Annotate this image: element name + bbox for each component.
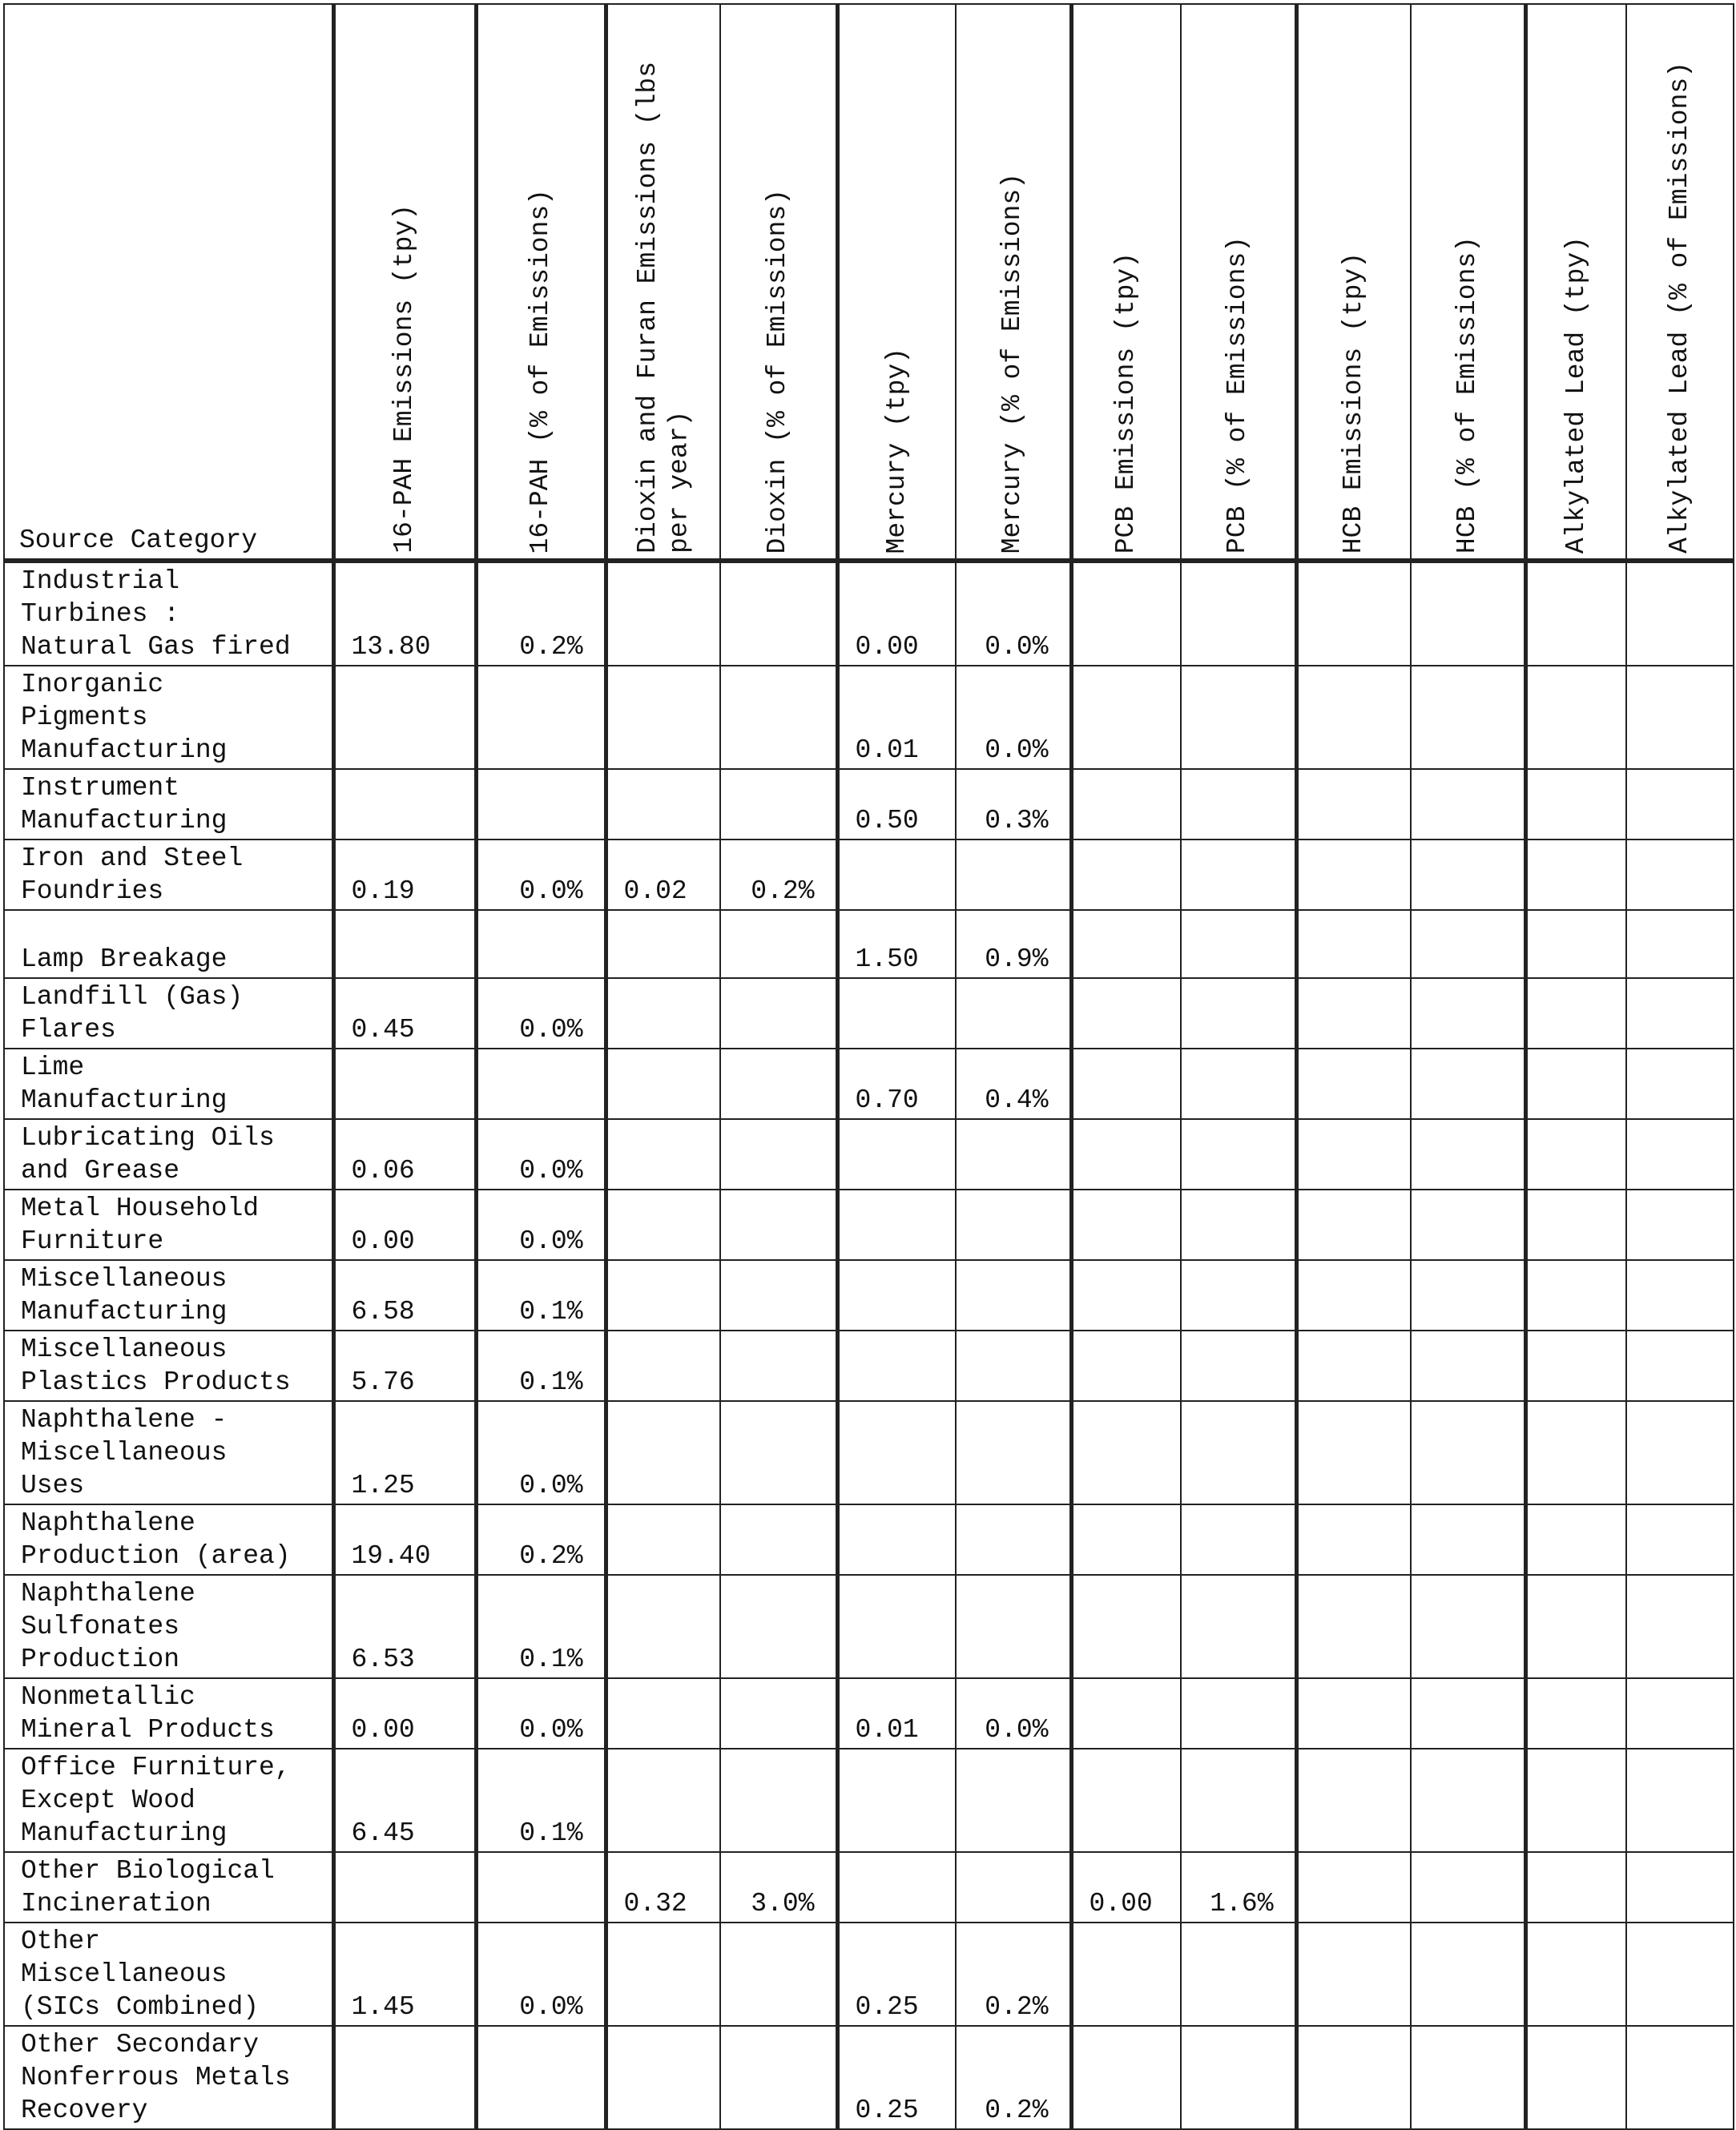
percent-cell	[1181, 1049, 1296, 1119]
value-cell	[837, 1749, 956, 1852]
source-category-cell: Miscellaneous Manufacturing	[4, 1260, 333, 1331]
value-cell	[1296, 1119, 1411, 1190]
value-cell	[1071, 910, 1181, 978]
value-cell	[1525, 1119, 1626, 1190]
value-cell	[1296, 1331, 1411, 1401]
value-cell	[837, 1575, 956, 1678]
percent-cell: 0.9%	[956, 910, 1071, 978]
value-cell	[1071, 666, 1181, 769]
percent-cell	[1181, 2026, 1296, 2129]
percent-cell	[720, 1401, 837, 1504]
value-cell	[333, 666, 476, 769]
percent-cell	[720, 910, 837, 978]
percent-cell: 0.0%	[476, 1190, 606, 1260]
percent-cell	[1411, 1331, 1525, 1401]
source-category-cell: Nonmetallic Mineral Products	[4, 1678, 333, 1749]
percent-cell	[476, 666, 606, 769]
value-cell	[1525, 769, 1626, 840]
value-cell	[1296, 1678, 1411, 1749]
value-cell	[333, 2026, 476, 2129]
value-cell	[1296, 1852, 1411, 1923]
value-cell	[333, 910, 476, 978]
percent-cell	[956, 1504, 1071, 1575]
column-header-label: Mercury (% of Emissions)	[997, 172, 1028, 554]
percent-cell	[1411, 978, 1525, 1049]
percent-cell	[476, 910, 606, 978]
percent-cell	[956, 1575, 1071, 1678]
percent-cell	[720, 666, 837, 769]
value-cell	[1071, 978, 1181, 1049]
value-cell	[837, 1119, 956, 1190]
percent-cell: 0.0%	[476, 1678, 606, 1749]
percent-cell: 3.0%	[720, 1852, 837, 1923]
column-header-label: Dioxin and Furan Emissions (lbs per year)	[632, 62, 695, 554]
percent-cell	[1626, 1260, 1734, 1331]
percent-cell	[1181, 1504, 1296, 1575]
percent-cell	[956, 1190, 1071, 1260]
percent-cell	[1181, 1575, 1296, 1678]
percent-cell	[1626, 910, 1734, 978]
value-cell	[1525, 1049, 1626, 1119]
percent-cell	[1626, 1331, 1734, 1401]
value-cell	[1525, 1260, 1626, 1331]
percent-cell	[1181, 1190, 1296, 1260]
value-cell: 0.01	[837, 666, 956, 769]
percent-cell	[1411, 1049, 1525, 1119]
percent-cell: 0.0%	[476, 1401, 606, 1504]
column-header-label: PCB Emissions (tpy)	[1111, 252, 1142, 554]
table-row	[4, 1749, 1734, 1852]
source-category-cell: Naphthalene Production (area)	[4, 1504, 333, 1575]
percent-cell	[1411, 910, 1525, 978]
value-cell: 0.50	[837, 769, 956, 840]
value-cell: 1.50	[837, 910, 956, 978]
table-row	[4, 1678, 1734, 1749]
value-cell	[1296, 978, 1411, 1049]
value-cell: 6.45	[333, 1749, 476, 1852]
value-cell	[606, 1504, 720, 1575]
table-row	[4, 1190, 1734, 1260]
percent-cell: 0.0%	[476, 1923, 606, 2026]
percent-cell	[720, 2026, 837, 2129]
table-body	[4, 561, 1734, 2129]
percent-cell	[956, 1260, 1071, 1331]
column-header-label: 16-PAH (% of Emissions)	[526, 188, 556, 554]
value-cell	[837, 1260, 956, 1331]
percent-cell	[1626, 1504, 1734, 1575]
percent-cell	[476, 1049, 606, 1119]
percent-cell	[1411, 1401, 1525, 1504]
percent-cell	[1411, 666, 1525, 769]
percent-cell: 0.1%	[476, 1749, 606, 1852]
percent-cell	[1626, 1923, 1734, 2026]
value-cell	[333, 1852, 476, 1923]
percent-cell	[476, 2026, 606, 2129]
percent-cell	[720, 561, 837, 666]
value-cell: 0.32	[606, 1852, 720, 1923]
table-row	[4, 1923, 1734, 2026]
column-header	[333, 4, 476, 561]
value-cell	[1071, 1923, 1181, 2026]
percent-cell	[1411, 1923, 1525, 2026]
value-cell	[1071, 840, 1181, 910]
value-cell	[837, 840, 956, 910]
value-cell: 0.06	[333, 1119, 476, 1190]
value-cell	[606, 561, 720, 666]
percent-cell	[720, 1923, 837, 2026]
value-cell: 19.40	[333, 1504, 476, 1575]
percent-cell	[720, 978, 837, 1049]
value-cell	[837, 1401, 956, 1504]
percent-cell	[1411, 1678, 1525, 1749]
source-category-cell: Metal Household Furniture	[4, 1190, 333, 1260]
value-cell	[606, 1119, 720, 1190]
percent-cell	[1626, 840, 1734, 910]
value-cell	[1296, 910, 1411, 978]
percent-cell	[1181, 840, 1296, 910]
percent-cell: 0.1%	[476, 1575, 606, 1678]
value-cell	[1071, 1749, 1181, 1852]
percent-cell	[956, 1331, 1071, 1401]
value-cell	[1071, 1575, 1181, 1678]
value-cell	[606, 1678, 720, 1749]
percent-cell	[1626, 1852, 1734, 1923]
percent-cell	[720, 769, 837, 840]
source-category-cell: Office Furniture, Except Wood Manufacturing	[4, 1749, 333, 1852]
value-cell	[1525, 1575, 1626, 1678]
value-cell	[1525, 1852, 1626, 1923]
source-category-cell: Miscellaneous Plastics Products	[4, 1331, 333, 1401]
table-row	[4, 1401, 1734, 1504]
value-cell: 0.19	[333, 840, 476, 910]
value-cell	[1071, 1504, 1181, 1575]
column-header-label: Alkylated Lead (% of Emissions)	[1665, 62, 1695, 554]
value-cell	[1296, 666, 1411, 769]
percent-cell: 0.4%	[956, 1049, 1071, 1119]
percent-cell: 1.6%	[1181, 1852, 1296, 1923]
value-cell: 5.76	[333, 1331, 476, 1401]
percent-cell: 0.0%	[476, 1119, 606, 1190]
value-cell: 0.01	[837, 1678, 956, 1749]
column-header-label: PCB (% of Emissions)	[1222, 236, 1253, 554]
emissions-table	[3, 3, 1734, 2130]
column-header	[606, 4, 720, 561]
percent-cell	[1181, 1119, 1296, 1190]
value-cell	[1071, 1190, 1181, 1260]
percent-cell: 0.0%	[476, 978, 606, 1049]
percent-cell: 0.1%	[476, 1260, 606, 1331]
value-cell	[606, 978, 720, 1049]
column-header-label: 16-PAH Emissions (tpy)	[389, 204, 420, 554]
percent-cell	[1181, 769, 1296, 840]
percent-cell: 0.1%	[476, 1331, 606, 1401]
value-cell	[606, 2026, 720, 2129]
value-cell: 0.45	[333, 978, 476, 1049]
value-cell: 0.25	[837, 2026, 956, 2129]
value-cell	[1296, 1190, 1411, 1260]
value-cell: 13.80	[333, 561, 476, 666]
value-cell	[1296, 840, 1411, 910]
percent-cell	[1626, 1049, 1734, 1119]
value-cell	[1296, 1575, 1411, 1678]
value-cell	[1525, 1678, 1626, 1749]
percent-cell: 0.2%	[956, 2026, 1071, 2129]
value-cell: 0.00	[333, 1190, 476, 1260]
column-header-label: Alkylated Lead (tpy)	[1561, 236, 1591, 554]
percent-cell	[1181, 1260, 1296, 1331]
value-cell	[1071, 769, 1181, 840]
value-cell	[1525, 561, 1626, 666]
value-cell	[606, 1575, 720, 1678]
column-header	[720, 4, 837, 561]
source-category-cell: Landfill (Gas) Flares	[4, 978, 333, 1049]
value-cell	[837, 978, 956, 1049]
table-row	[4, 840, 1734, 910]
source-category-cell: Lamp Breakage	[4, 910, 333, 978]
percent-cell	[956, 1749, 1071, 1852]
source-category-cell: Industrial Turbines : Natural Gas fired	[4, 561, 333, 666]
table-row	[4, 1504, 1734, 1575]
table-row	[4, 978, 1734, 1049]
value-cell: 1.25	[333, 1401, 476, 1504]
column-header	[1626, 4, 1734, 561]
percent-cell	[1626, 769, 1734, 840]
value-cell: 0.02	[606, 840, 720, 910]
percent-cell: 0.0%	[476, 840, 606, 910]
percent-cell	[1626, 666, 1734, 769]
percent-cell	[1411, 1260, 1525, 1331]
percent-cell: 0.2%	[720, 840, 837, 910]
value-cell	[606, 1923, 720, 2026]
percent-cell	[1411, 840, 1525, 910]
percent-cell: 0.0%	[956, 1678, 1071, 1749]
percent-cell	[1626, 1678, 1734, 1749]
column-header	[1181, 4, 1296, 561]
table-row	[4, 1852, 1734, 1923]
percent-cell	[1626, 561, 1734, 666]
percent-cell	[1626, 1575, 1734, 1678]
percent-cell	[1181, 1923, 1296, 2026]
column-header	[1525, 4, 1626, 561]
percent-cell	[1626, 1401, 1734, 1504]
value-cell	[837, 1852, 956, 1923]
column-header	[476, 4, 606, 561]
value-cell	[606, 910, 720, 978]
value-cell	[1296, 769, 1411, 840]
source-category-cell: Lime Manufacturing	[4, 1049, 333, 1119]
source-category-header: Source Category	[4, 4, 333, 561]
table-row	[4, 1260, 1734, 1331]
percent-cell	[956, 978, 1071, 1049]
column-header	[1296, 4, 1411, 561]
percent-cell	[476, 769, 606, 840]
percent-cell	[720, 1504, 837, 1575]
table-row	[4, 561, 1734, 666]
value-cell	[606, 1049, 720, 1119]
column-header	[1411, 4, 1525, 561]
table-row	[4, 1119, 1734, 1190]
table-row	[4, 666, 1734, 769]
value-cell	[1296, 561, 1411, 666]
source-category-cell: Lubricating Oils and Grease	[4, 1119, 333, 1190]
value-cell	[1525, 910, 1626, 978]
percent-cell	[1626, 1119, 1734, 1190]
value-cell	[1071, 1049, 1181, 1119]
value-cell	[606, 1401, 720, 1504]
column-header-label: Mercury (tpy)	[881, 347, 912, 554]
percent-cell	[956, 1119, 1071, 1190]
value-cell	[1071, 2026, 1181, 2129]
percent-cell	[1411, 769, 1525, 840]
table-row	[4, 1049, 1734, 1119]
percent-cell	[1181, 978, 1296, 1049]
source-category-cell: Naphthalene - Miscellaneous Uses	[4, 1401, 333, 1504]
percent-cell	[1626, 978, 1734, 1049]
source-category-cell: Instrument Manufacturing	[4, 769, 333, 840]
value-cell	[1525, 978, 1626, 1049]
value-cell	[1525, 1401, 1626, 1504]
percent-cell	[476, 1852, 606, 1923]
value-cell	[333, 1049, 476, 1119]
column-header	[837, 4, 956, 561]
percent-cell	[1411, 1852, 1525, 1923]
value-cell: 0.00	[333, 1678, 476, 1749]
percent-cell	[1626, 1190, 1734, 1260]
percent-cell	[720, 1260, 837, 1331]
value-cell	[1296, 1749, 1411, 1852]
value-cell	[606, 1749, 720, 1852]
percent-cell: 0.2%	[476, 1504, 606, 1575]
value-cell	[1071, 1401, 1181, 1504]
percent-cell	[1181, 910, 1296, 978]
value-cell	[837, 1190, 956, 1260]
percent-cell	[956, 840, 1071, 910]
value-cell	[1071, 1260, 1181, 1331]
value-cell	[1525, 1331, 1626, 1401]
value-cell	[1525, 1923, 1626, 2026]
value-cell	[1296, 1923, 1411, 2026]
value-cell: 0.00	[1071, 1852, 1181, 1923]
value-cell	[837, 1331, 956, 1401]
value-cell	[1071, 1678, 1181, 1749]
table-row	[4, 1575, 1734, 1678]
percent-cell	[956, 1401, 1071, 1504]
value-cell	[1525, 840, 1626, 910]
table-row	[4, 1331, 1734, 1401]
value-cell	[1296, 1504, 1411, 1575]
percent-cell	[720, 1190, 837, 1260]
value-cell	[1071, 561, 1181, 666]
percent-cell	[1626, 1749, 1734, 1852]
value-cell	[837, 1504, 956, 1575]
column-header-label: Dioxin (% of Emissions)	[763, 188, 793, 554]
value-cell	[1525, 1190, 1626, 1260]
source-category-cell: Naphthalene Sulfonates Production	[4, 1575, 333, 1678]
percent-cell	[1181, 1678, 1296, 1749]
percent-cell	[720, 1749, 837, 1852]
value-cell	[606, 769, 720, 840]
table-header	[4, 4, 1734, 561]
source-category-cell: Other Miscellaneous (SICs Combined)	[4, 1923, 333, 2026]
value-cell: 1.45	[333, 1923, 476, 2026]
value-cell	[1071, 1331, 1181, 1401]
value-cell: 0.00	[837, 561, 956, 666]
percent-cell: 0.0%	[956, 561, 1071, 666]
value-cell: 0.25	[837, 1923, 956, 2026]
table-row	[4, 2026, 1734, 2129]
percent-cell	[720, 1119, 837, 1190]
percent-cell	[1411, 1190, 1525, 1260]
source-category-cell: Other Secondary Nonferrous Metals Recovery	[4, 2026, 333, 2129]
percent-cell: 0.2%	[956, 1923, 1071, 2026]
column-header-label: HCB Emissions (tpy)	[1339, 252, 1369, 554]
percent-cell	[720, 1331, 837, 1401]
source-category-cell: Inorganic Pigments Manufacturing	[4, 666, 333, 769]
value-cell	[1071, 1119, 1181, 1190]
percent-cell: 0.0%	[956, 666, 1071, 769]
source-category-cell: Other Biological Incineration	[4, 1852, 333, 1923]
percent-cell	[720, 1575, 837, 1678]
percent-cell	[1181, 666, 1296, 769]
percent-cell	[1626, 2026, 1734, 2129]
value-cell	[1296, 1049, 1411, 1119]
percent-cell	[1411, 1504, 1525, 1575]
percent-cell: 0.3%	[956, 769, 1071, 840]
table-row	[4, 769, 1734, 840]
value-cell: 6.53	[333, 1575, 476, 1678]
value-cell: 6.58	[333, 1260, 476, 1331]
percent-cell	[1181, 1749, 1296, 1852]
value-cell	[606, 666, 720, 769]
column-header	[956, 4, 1071, 561]
percent-cell	[1181, 1401, 1296, 1504]
source-category-cell: Iron and Steel Foundries	[4, 840, 333, 910]
value-cell	[1525, 666, 1626, 769]
percent-cell	[1411, 561, 1525, 666]
percent-cell	[1411, 2026, 1525, 2129]
value-cell	[333, 769, 476, 840]
percent-cell	[1411, 1575, 1525, 1678]
percent-cell	[720, 1049, 837, 1119]
percent-cell	[1411, 1749, 1525, 1852]
value-cell	[1525, 1504, 1626, 1575]
percent-cell	[956, 1852, 1071, 1923]
percent-cell	[1411, 1119, 1525, 1190]
percent-cell	[1181, 561, 1296, 666]
percent-cell: 0.2%	[476, 561, 606, 666]
percent-cell	[1181, 1331, 1296, 1401]
header-row	[4, 4, 1734, 561]
value-cell	[1296, 1260, 1411, 1331]
value-cell	[1296, 1401, 1411, 1504]
table-row	[4, 910, 1734, 978]
value-cell: 0.70	[837, 1049, 956, 1119]
value-cell	[1525, 2026, 1626, 2129]
value-cell	[1296, 2026, 1411, 2129]
column-header-label: HCB (% of Emissions)	[1452, 236, 1482, 554]
value-cell	[606, 1260, 720, 1331]
value-cell	[606, 1190, 720, 1260]
percent-cell	[720, 1678, 837, 1749]
value-cell	[1525, 1749, 1626, 1852]
value-cell	[606, 1331, 720, 1401]
column-header	[1071, 4, 1181, 561]
